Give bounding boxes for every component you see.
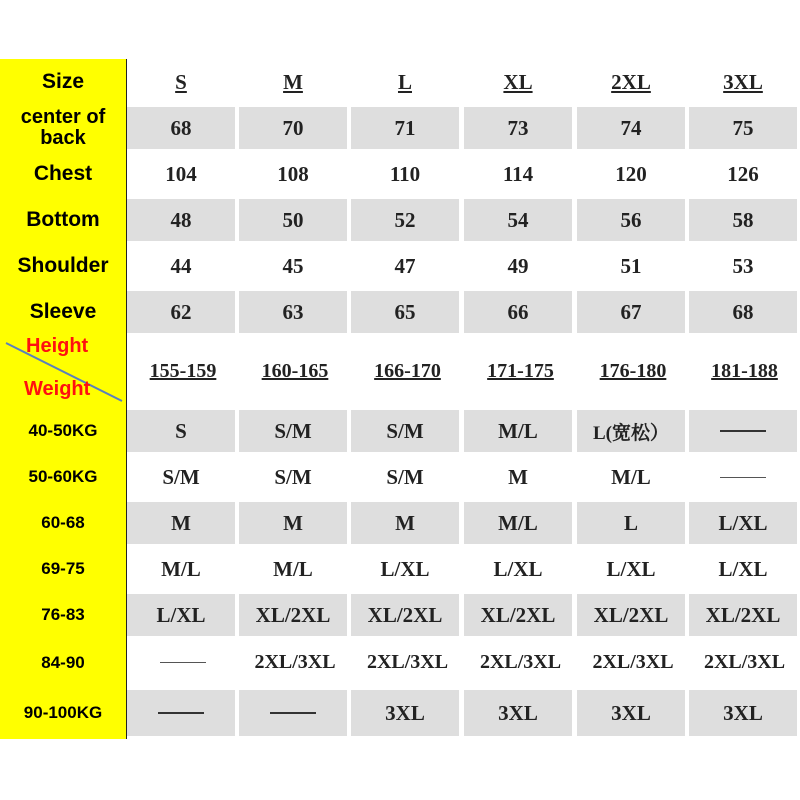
measurement-cell: 63 bbox=[239, 291, 347, 333]
measurement-row bbox=[0, 197, 800, 243]
recommendation-cell: XL/2XL bbox=[351, 594, 459, 636]
recommendation-cell: M bbox=[239, 502, 347, 544]
measurement-cell: 58 bbox=[689, 199, 797, 241]
recommendation-cell: M/L bbox=[611, 464, 651, 489]
recommendation-cell: M bbox=[508, 464, 528, 489]
height-weight-header-row bbox=[0, 335, 800, 408]
measurement-cell: 62 bbox=[127, 291, 235, 333]
recommendation-cell: L/XL bbox=[606, 556, 656, 581]
recommendation-cell: 2XL/3XL bbox=[592, 651, 674, 673]
weight-label: 60-68 bbox=[0, 500, 127, 546]
height-range-cell: 155-159 bbox=[149, 360, 217, 382]
measurement-cell: 110 bbox=[389, 161, 421, 186]
weight-label: 50-60KG bbox=[0, 454, 127, 500]
recommendation-cell: M/L bbox=[464, 502, 572, 544]
dash-mark bbox=[270, 712, 316, 714]
size-header-row bbox=[0, 59, 800, 105]
recommendation-row bbox=[0, 454, 800, 500]
recommendation-row bbox=[0, 592, 800, 638]
recommendation-cell: M/L bbox=[464, 410, 572, 452]
recommendation-cell: 2XL/3XL bbox=[366, 651, 449, 673]
recommendation-cell: XL/2XL bbox=[689, 594, 797, 636]
recommendation-cell: 2XL/3XL bbox=[479, 651, 562, 673]
measurement-cell: 71 bbox=[351, 107, 459, 149]
measurement-cell: 75 bbox=[689, 107, 797, 149]
weight-label: 84-90 bbox=[0, 638, 127, 687]
weight-label: 90-100KG bbox=[0, 687, 127, 739]
recommendation-cell: M/L bbox=[161, 556, 201, 581]
measurement-cell: 56 bbox=[577, 199, 685, 241]
recommendation-cell: L/XL bbox=[127, 594, 235, 636]
measurement-cell: 68 bbox=[127, 107, 235, 149]
recommendation-dash-cell bbox=[127, 640, 239, 685]
measurement-cell: 73 bbox=[464, 107, 572, 149]
recommendation-row bbox=[0, 687, 800, 739]
weight-label: 69-75 bbox=[0, 546, 127, 592]
measurement-cell: 68 bbox=[689, 291, 797, 333]
measurement-cell: 54 bbox=[464, 199, 572, 241]
measurement-cell: 66 bbox=[464, 291, 572, 333]
size-header-label: Size bbox=[0, 59, 127, 105]
measurement-cell: 50 bbox=[239, 199, 347, 241]
measurement-label: center of back bbox=[0, 105, 127, 151]
height-range-cell: 176-180 bbox=[599, 360, 667, 382]
dash-mark bbox=[720, 477, 766, 478]
recommendation-dash-cell bbox=[689, 410, 797, 452]
recommendation-cell: L/XL bbox=[380, 556, 430, 581]
size-header-cell: L bbox=[397, 69, 412, 94]
recommendation-cell: L bbox=[577, 502, 685, 544]
measurement-row bbox=[0, 289, 800, 335]
recommendation-cell: 2XL/3XL bbox=[703, 651, 786, 673]
size-header-cell: 3XL bbox=[723, 69, 763, 94]
recommendation-cell: 3XL bbox=[577, 690, 685, 736]
measurement-cell: 126 bbox=[727, 161, 759, 186]
size-header-cell: S bbox=[175, 69, 187, 94]
measurement-cell: 44 bbox=[170, 253, 192, 278]
height-range-cell: 181-188 bbox=[711, 360, 778, 382]
recommendation-cell: L(宽松） bbox=[577, 410, 685, 452]
measurement-cell: 108 bbox=[277, 161, 309, 186]
recommendation-cell: S/M bbox=[274, 464, 312, 489]
measurement-label: Bottom bbox=[0, 197, 127, 243]
recommendation-cell: M/L bbox=[273, 556, 313, 581]
recommendation-cell: M bbox=[351, 502, 459, 544]
recommendation-cell: 3XL bbox=[689, 690, 797, 736]
dash-mark bbox=[160, 662, 206, 663]
size-header-cell: M bbox=[283, 69, 303, 94]
recommendation-dash-cell bbox=[127, 690, 235, 736]
size-header-cell: XL bbox=[503, 69, 533, 94]
recommendation-dash-cell bbox=[239, 690, 347, 736]
recommendation-cell: L/XL bbox=[493, 556, 543, 581]
height-range-cell: 171-175 bbox=[487, 360, 554, 382]
measurement-cell: 47 bbox=[394, 253, 416, 278]
measurement-cell: 74 bbox=[577, 107, 685, 149]
recommendation-cell: S bbox=[127, 410, 235, 452]
recommendation-cell: 2XL/3XL bbox=[254, 651, 336, 673]
recommendation-cell: 3XL bbox=[351, 690, 459, 736]
weight-label: Weight bbox=[24, 378, 91, 400]
recommendation-row bbox=[0, 500, 800, 546]
recommendation-cell: L/XL bbox=[689, 502, 797, 544]
recommendation-cell: S/M bbox=[351, 410, 459, 452]
size-header-cell: 2XL bbox=[611, 69, 651, 94]
height-range-cell: 160-165 bbox=[261, 360, 329, 382]
recommendation-cell: S/M bbox=[386, 464, 424, 489]
measurement-cell: 45 bbox=[282, 253, 304, 278]
measurement-cell: 114 bbox=[502, 161, 534, 186]
recommendation-cell: L/XL bbox=[718, 556, 768, 581]
height-range-cell: 166-170 bbox=[374, 360, 441, 382]
recommendation-cell: S/M bbox=[162, 464, 200, 489]
measurement-cell: 52 bbox=[351, 199, 459, 241]
recommendation-cell: XL/2XL bbox=[464, 594, 572, 636]
measurement-cell: 49 bbox=[507, 253, 529, 278]
measurement-row bbox=[0, 151, 800, 197]
weight-label: 76-83 bbox=[0, 592, 127, 638]
recommendation-dash-cell bbox=[689, 456, 797, 498]
measurement-label: Shoulder bbox=[0, 243, 127, 289]
weight-label: 40-50KG bbox=[0, 408, 127, 454]
recommendation-cell: S/M bbox=[239, 410, 347, 452]
measurement-row bbox=[0, 243, 800, 289]
dash-mark bbox=[158, 712, 204, 714]
recommendation-row bbox=[0, 638, 800, 687]
recommendation-cell: XL/2XL bbox=[577, 594, 685, 636]
dash-mark bbox=[720, 430, 766, 432]
measurement-cell: 67 bbox=[577, 291, 685, 333]
measurement-label: Chest bbox=[0, 151, 127, 197]
recommendation-cell: XL/2XL bbox=[239, 594, 347, 636]
recommendation-row bbox=[0, 408, 800, 454]
measurement-cell: 120 bbox=[615, 161, 647, 186]
measurement-cell: 48 bbox=[127, 199, 235, 241]
recommendation-cell: 3XL bbox=[464, 690, 572, 736]
measurement-row bbox=[0, 105, 800, 151]
measurement-cell: 65 bbox=[351, 291, 459, 333]
recommendation-row bbox=[0, 546, 800, 592]
height-weight-corner bbox=[0, 335, 127, 408]
height-label: Height bbox=[26, 335, 89, 357]
measurement-cell: 53 bbox=[732, 253, 754, 278]
measurement-cell: 104 bbox=[165, 161, 197, 186]
measurement-label: Sleeve bbox=[0, 289, 127, 335]
measurement-cell: 51 bbox=[620, 253, 642, 278]
measurement-cell: 70 bbox=[239, 107, 347, 149]
recommendation-cell: M bbox=[127, 502, 235, 544]
